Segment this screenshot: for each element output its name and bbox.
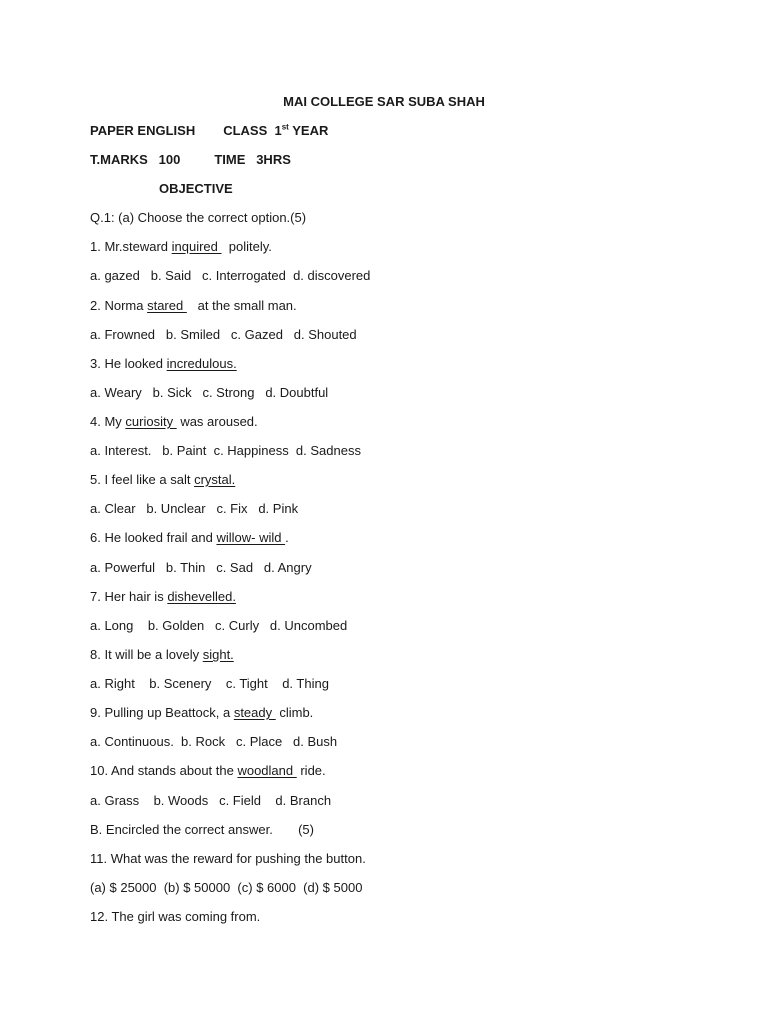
- question-6: 6. He looked frail and willow- wild .: [90, 530, 289, 545]
- question-4: 4. My curiosity was aroused.: [90, 414, 258, 429]
- underlined-word: sight.: [202, 647, 234, 662]
- class-label: CLASS 1: [223, 123, 282, 138]
- options-8: a. Right b. Scenery c. Tight d. Thing: [90, 676, 329, 691]
- options-4: a. Interest. b. Paint c. Happiness d. Sadness: [90, 443, 361, 458]
- options-2: a. Frowned b. Smiled c. Gazed d. Shouted: [90, 327, 357, 342]
- question-heading: Q.1: (a) Choose the correct option.(5): [90, 210, 307, 225]
- question-9: 9. Pulling up Beattock, a steady climb.: [90, 705, 314, 720]
- section-b-heading: B. Encircled the correct answer. (5): [90, 822, 314, 837]
- underlined-word: inquired: [171, 239, 222, 254]
- underlined-word: curiosity: [125, 414, 177, 429]
- underlined-word: incredulous.: [166, 356, 237, 371]
- college-title: MAI COLLEGE SAR SUBA SHAH: [283, 94, 485, 109]
- options-5: a. Clear b. Unclear c. Fix d. Pink: [90, 501, 299, 516]
- marks-time-line: [90, 152, 291, 168]
- question-10: 10. And stands about the woodland ride.: [90, 763, 326, 778]
- marks-label: T.MARKS 100: [90, 152, 181, 167]
- paper-class-line: [90, 123, 328, 139]
- options-10: a. Grass b. Woods c. Field d. Branch: [90, 793, 332, 808]
- class-suffix: YEAR: [288, 123, 329, 138]
- question-8: 8. It will be a lovely sight.: [90, 647, 234, 662]
- question-7: 7. Her hair is dishevelled.: [90, 589, 236, 604]
- question-1: 1. Mr.steward inquired politely.: [90, 239, 272, 254]
- underlined-word: dishevelled.: [167, 589, 236, 604]
- class-superscript: st: [281, 122, 289, 132]
- options-1: a. gazed b. Said c. Interrogated d. discovered: [90, 268, 371, 283]
- underlined-word: steady: [233, 705, 276, 720]
- time-label: TIME 3HRS: [214, 152, 291, 167]
- question-12: 12. The girl was coming from.: [90, 909, 261, 924]
- options-9: a. Continuous. b. Rock c. Place d. Bush: [90, 734, 338, 749]
- section-heading: OBJECTIVE: [159, 181, 233, 196]
- options-11: (a) $ 25000 (b) $ 50000 (c) $ 6000 (d) $ 5000: [90, 880, 363, 895]
- underlined-word: stared: [147, 298, 187, 313]
- underlined-word: crystal.: [194, 472, 236, 487]
- question-2: 2. Norma stared at the small man.: [90, 298, 297, 313]
- paper-label: PAPER ENGLISH: [90, 123, 196, 138]
- underlined-word: willow- wild: [216, 530, 286, 545]
- question-5: 5. I feel like a salt crystal.: [90, 472, 236, 487]
- underlined-word: woodland: [237, 763, 297, 778]
- question-11: 11. What was the reward for pushing the button.: [90, 851, 366, 866]
- options-7: a. Long b. Golden c. Curly d. Uncombed: [90, 618, 348, 633]
- options-3: a. Weary b. Sick c. Strong d. Doubtful: [90, 385, 329, 400]
- question-3: 3. He looked incredulous.: [90, 356, 237, 371]
- options-6: a. Powerful b. Thin c. Sad d. Angry: [90, 560, 312, 575]
